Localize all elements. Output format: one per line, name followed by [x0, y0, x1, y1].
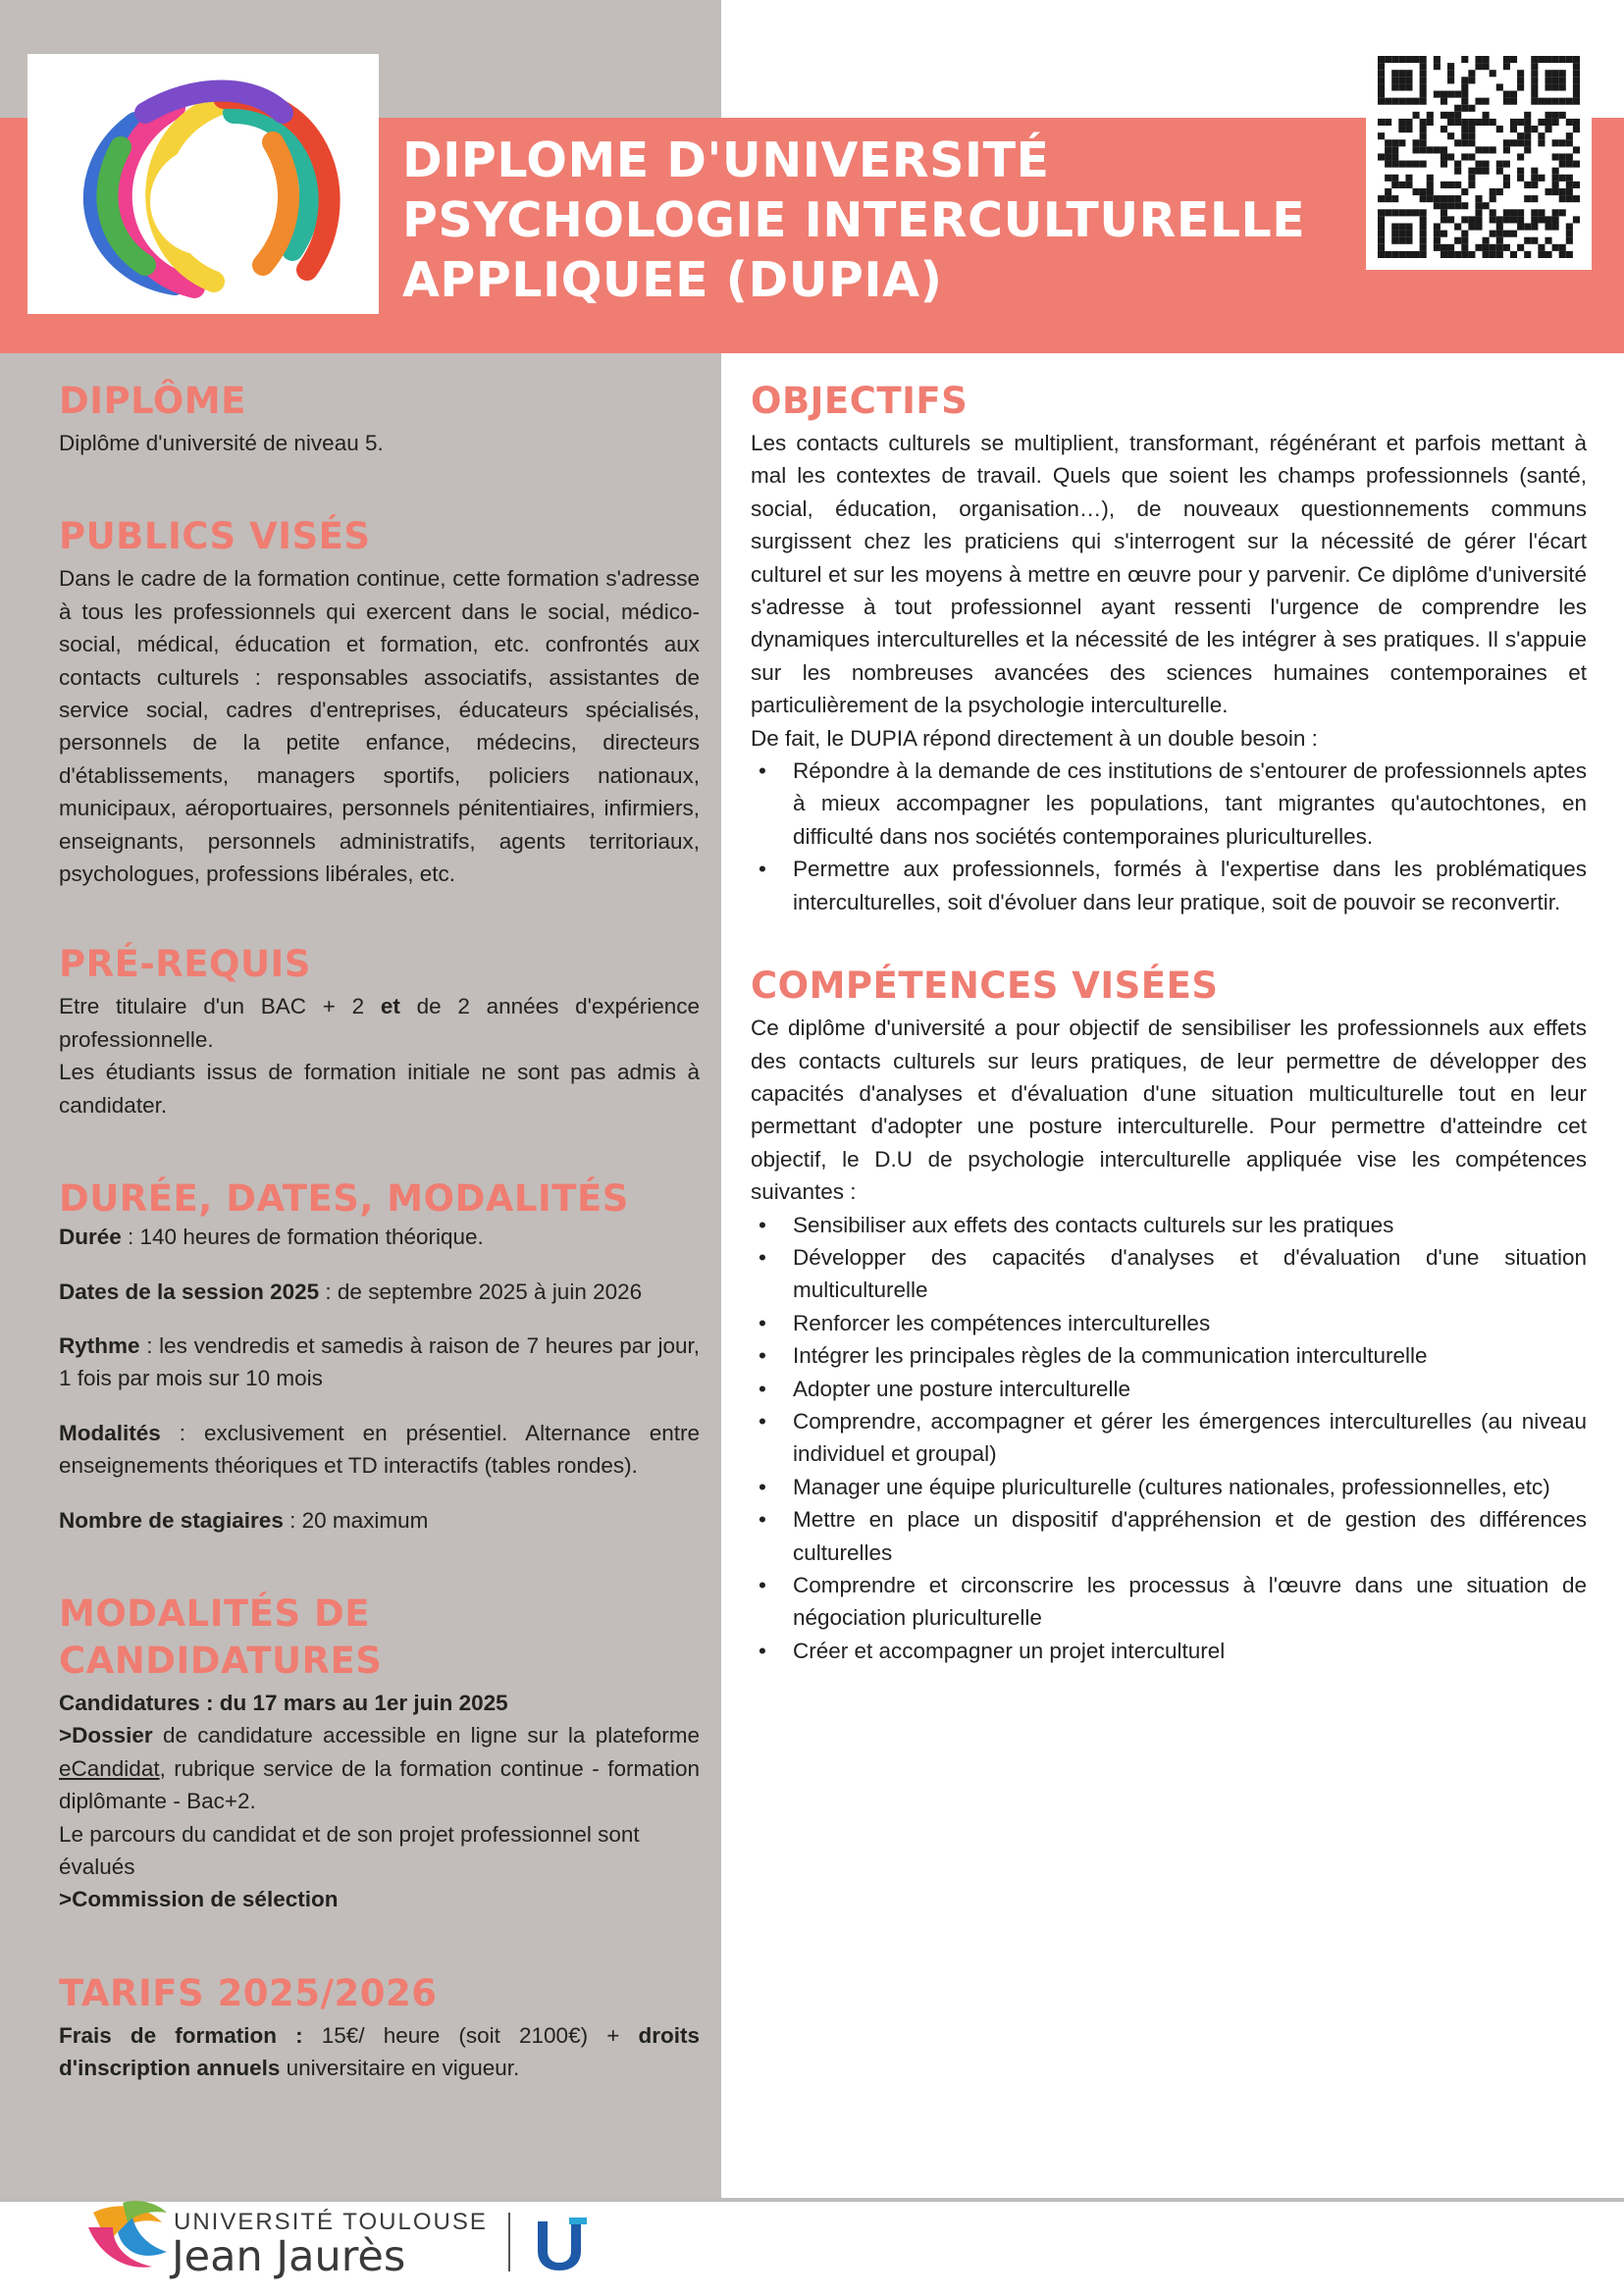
prerequis-part-a: Etre titulaire d'un BAC + 2 — [59, 994, 381, 1019]
tarifs-label-1: Frais de formation : — [59, 2022, 303, 2048]
list-item: • Comprendre et circonscrire les processus à l'œuvre dans une situation de négociation pluriculturelle — [751, 1569, 1587, 1635]
ut2j-logo-icon — [83, 2193, 172, 2281]
list-item: • Créer et accompagner un projet interculturel — [751, 1635, 1587, 1667]
list-item: • Répondre à la demande de ces institutions de s'entourer de professionnels aptes à mieux accompagner les populations, tant migrantes qu'autochtones, en difficulté dans nos sociétés contemporaines pluriculturelles. — [751, 755, 1587, 853]
candidatures-dossier — [59, 1719, 700, 1817]
prerequis-part-c: de 2 années d'expérience professionnelle. — [59, 994, 700, 1052]
candidatures-dates — [59, 1687, 700, 1719]
section-tarifs — [59, 1970, 700, 2085]
section-diplome — [59, 378, 700, 459]
university-logo — [83, 2173, 496, 2281]
candidatures-commission — [59, 1883, 700, 1915]
heading-prerequis: PRÉ-REQUIS — [59, 943, 311, 986]
rythme-label: Rythme — [59, 1332, 140, 1358]
stagiaires-value: : 20 maximum — [283, 1507, 429, 1533]
competences-text: Ce diplôme d'université a pour objectif de sensibiliser les professionnels aux effets des contacts culturels sur leurs pratiques, de leur permettre de développer des capacités d'analyses et d'évaluation d'une situation multiculturelle tout en leur permettant d'adopter une posture interculturelle. Pour permettre d'atteindre cet objectif, le D.U de psychologie interculturelle appliquée vise les compétences suivantes : — [751, 1016, 1587, 1205]
duree-label: Durée — [59, 1225, 122, 1250]
qr-code-icon — [1378, 56, 1580, 258]
title-line-1: DIPLOME D'UNIVERSITÉ — [402, 132, 1050, 188]
list-item: • Permettre aux professionnels, formés à l'expertise dans les problématiques interculturelles, soit d'évoluer dans leur pratique, soit de pouvoir se reconvertir. — [751, 853, 1587, 918]
heading-competences: COMPÉTENCES VISÉES — [751, 965, 1219, 1008]
heading-tarifs: TARIFS 2025/2026 — [59, 1971, 438, 2014]
candidatures-parcours: Le parcours du candidat et de son projet professionnel sont évalués — [59, 1821, 640, 1879]
list-item: • Sensibiliser aux effets des contacts culturels sur les pratiques — [751, 1209, 1587, 1241]
list-item: • Développer des capacités d'analyses et d'évaluation d'une situation multiculturelle — [751, 1241, 1587, 1307]
competences-list — [751, 1209, 1587, 1668]
section-objectifs — [751, 378, 1587, 918]
objectifs-text: Les contacts culturels se multiplient, transformant, régénérant et parfois mettant à mal les contextes de travail. Quels que soient les champs professionnels (santé, social, éducation, organisation…), de nouveaux questionnements communs surgissent chez les praticiens qui s'interrogent sur la nécessité de gérer l'écart culturel et sur les moyens à mettre en œuvre pour y parvenir. Ce diplôme d'université s'adresse à tout professionnel ayant ressenti l'urgence de comprendre les dynamiques interculturelles et la nécessité de les intégrer à ses pratiques. Il s'appuie sur les nombreuses avancées des sciences humaines contemporaines et particulièrement de la psychologie interculturelle. — [751, 431, 1587, 718]
section-competences — [751, 963, 1587, 1667]
rythme-item — [59, 1330, 700, 1395]
stagiaires-label: Nombre de stagiaires — [59, 1507, 284, 1533]
right-column — [751, 378, 1587, 1667]
diplome-text: Diplôme d'université de niveau 5. — [59, 431, 384, 455]
document-title — [402, 130, 1344, 310]
dates-item — [59, 1276, 700, 1308]
stagiaires-item — [59, 1504, 700, 1537]
prerequis-and: et — [380, 994, 400, 1019]
university-name-top: UNIVERSITÉ TOULOUSE — [174, 2209, 488, 2235]
dossier-text-a: de candidature accessible en ligne sur la plateforme — [152, 1723, 700, 1748]
modalites-value: : exclusivement en présentiel. Alternance entre enseignements théoriques et TD interactifs (tables rondes). — [59, 1420, 700, 1479]
commission-text: >Commission de sélection — [59, 1887, 339, 1912]
dossier-label: >Dossier — [59, 1723, 153, 1748]
candidatures-dates-text: Candidatures : du 17 mars au 1er juin 2025 — [59, 1690, 508, 1715]
list-item: • Mettre en place un dispositif d'appréhension et de gestion des différences culturelles — [751, 1503, 1587, 1569]
multicolor-heads-icon — [27, 54, 379, 314]
heading-diplome: DIPLÔME — [59, 380, 246, 422]
tarifs-label-2: droits d'inscription annuels — [59, 2022, 700, 2081]
list-item: • Comprendre, accompagner et gérer les émergences interculturelles (au niveau individuel et groupal) — [751, 1405, 1587, 1471]
publics-text: Dans le cadre de la formation continue, cette formation s'adresse à tous les professionnels qui exercent dans le social, médico-social, médical, éducation et formation, etc. confrontés aux contacts culturels : responsables associatifs, assistantes de service social, cadres d'entreprises, éducateurs spécialisés, personnels de la petite enfance, médecins, directeurs d'établissements, managers sportifs, policiers nationaux, municipaux, aéroportuaires, personnels pénitentiaires, infirmiers, enseignants, personnels administratifs, agents territoriaux, psychologues, professions libérales, etc. — [59, 566, 700, 887]
program-logo — [27, 54, 379, 314]
ut-monogram-icon — [530, 2216, 589, 2274]
objectifs-list — [751, 755, 1587, 918]
title-line-3: APPLIQUEE (DUPIA) — [402, 252, 943, 308]
rythme-value: : les vendredis et samedis à raison de 7 heures par jour, 1 fois par mois sur 10 mois — [59, 1332, 700, 1391]
university-name-bottom: Jean Jaurès — [172, 2232, 406, 2281]
left-column — [59, 378, 700, 2085]
modalites-item — [59, 1417, 700, 1483]
tarifs-text — [59, 2019, 700, 2085]
list-item: • Renforcer les compétences interculturelles — [751, 1307, 1587, 1339]
heading-duree: DURÉE, DATES, MODALITÉS — [59, 1177, 629, 1221]
list-item: • Intégrer les principales règles de la communication interculturelle — [751, 1339, 1587, 1372]
section-duree — [59, 1175, 700, 1537]
list-item: • Manager une équipe pluriculturelle (cultures nationales, professionnelles, etc) — [751, 1471, 1587, 1503]
prerequis-text-1 — [59, 990, 700, 1056]
tarifs-text-1: 15€/ heure (soit 2100€) + — [302, 2022, 639, 2048]
modalites-label: Modalités — [59, 1420, 161, 1445]
section-publics — [59, 513, 700, 890]
ecandidat-link[interactable]: eCandidat — [59, 1755, 160, 1781]
heading-publics: PUBLICS VISÉS — [59, 515, 371, 558]
tarifs-text-2: universitaire en vigueur. — [280, 2056, 520, 2081]
dates-label: Dates de la session 2025 — [59, 1278, 320, 1304]
duree-item — [59, 1221, 700, 1253]
heading-candidatures: MODALITÉS DE CANDIDATURES — [59, 1592, 383, 1682]
prerequis-text-2: Les étudiants issus de formation initiale ne sont pas admis à candidater. — [59, 1060, 700, 1118]
duree-value: : 140 heures de formation théorique. — [121, 1225, 484, 1250]
dossier-text-b: , rubrique service de la formation continue - formation diplômante - Bac+2. — [59, 1755, 700, 1814]
footer-separator — [508, 2213, 510, 2271]
title-line-2: PSYCHOLOGIE INTERCULTURELLE — [402, 192, 1306, 248]
section-candidatures — [59, 1591, 700, 1916]
objectifs-intro: De fait, le DUPIA répond directement à un double besoin : — [751, 725, 1318, 751]
list-item: • Adopter une posture interculturelle — [751, 1373, 1587, 1405]
heading-objectifs: OBJECTIFS — [751, 380, 969, 422]
section-prerequis — [59, 941, 700, 1122]
qr-code[interactable] — [1366, 44, 1592, 270]
dates-value: : de septembre 2025 à juin 2026 — [319, 1278, 643, 1304]
